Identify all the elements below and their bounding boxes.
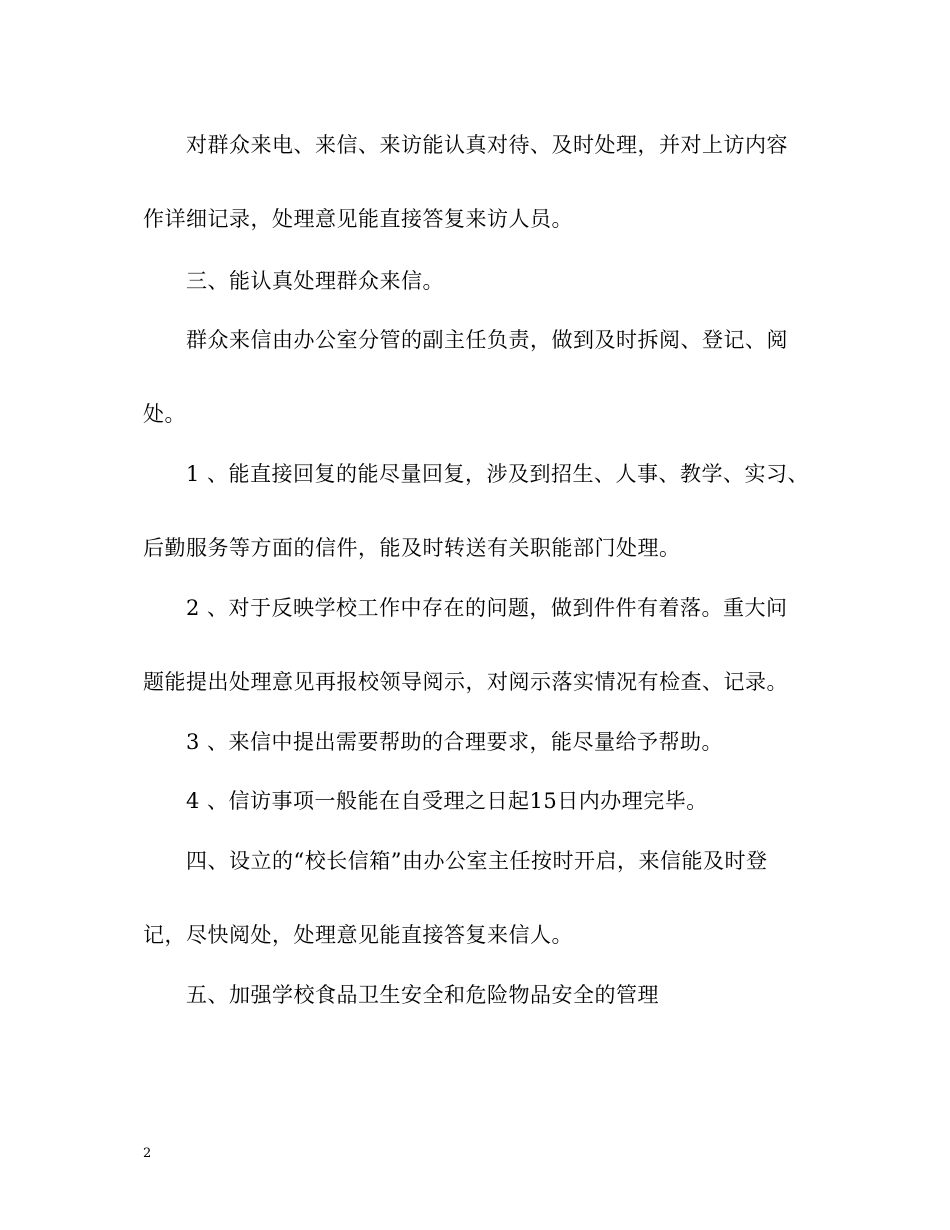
list-item-2-line-1: 2 、对于反映学校工作中存在的问题，做到件件有着落。重大问 — [186, 596, 788, 620]
list-item-1-line-1: 1 、能直接回复的能尽量回复，涉及到招生、人事、教学、实习、 — [186, 462, 810, 486]
paragraph-line-1: 对群众来电、来信、来访能认真对待、及时处理，并对上访内容 — [186, 133, 788, 157]
list-item-3: 3 、来信中提出需要帮助的合理要求，能尽量给予帮助。 — [186, 730, 724, 754]
page-number: 2 — [143, 1146, 152, 1161]
paragraph-line-4: 群众来信由办公室分管的副主任负责，做到及时拆阅、登记、阅 — [186, 328, 788, 352]
list-item-2-line-2: 题能提出处理意见再报校领导阅示，对阅示落实情况有检查、记录。 — [143, 670, 788, 694]
paragraph-line-2: 作详细记录，处理意见能直接答复来访人员。 — [143, 207, 573, 231]
section-heading-5: 五、加强学校食品卫生安全和危险物品安全的管理 — [186, 983, 659, 1007]
paragraph-line-5: 处。 — [143, 402, 186, 426]
section-heading-3: 三、能认真处理群众来信。 — [186, 269, 444, 293]
section-heading-4-line-1: 四、设立的“校长信箱”由办公室主任按时开启，来信能及时登 — [186, 849, 768, 873]
list-item-1-line-2: 后勤服务等方面的信件，能及时转送有关职能部门处理。 — [143, 536, 681, 560]
list-item-4: 4 、信访事项一般能在自受理之日起15日内办理完毕。 — [186, 789, 708, 813]
section-heading-4-line-2: 记，尽快阅处，处理意见能直接答复来信人。 — [143, 923, 573, 947]
